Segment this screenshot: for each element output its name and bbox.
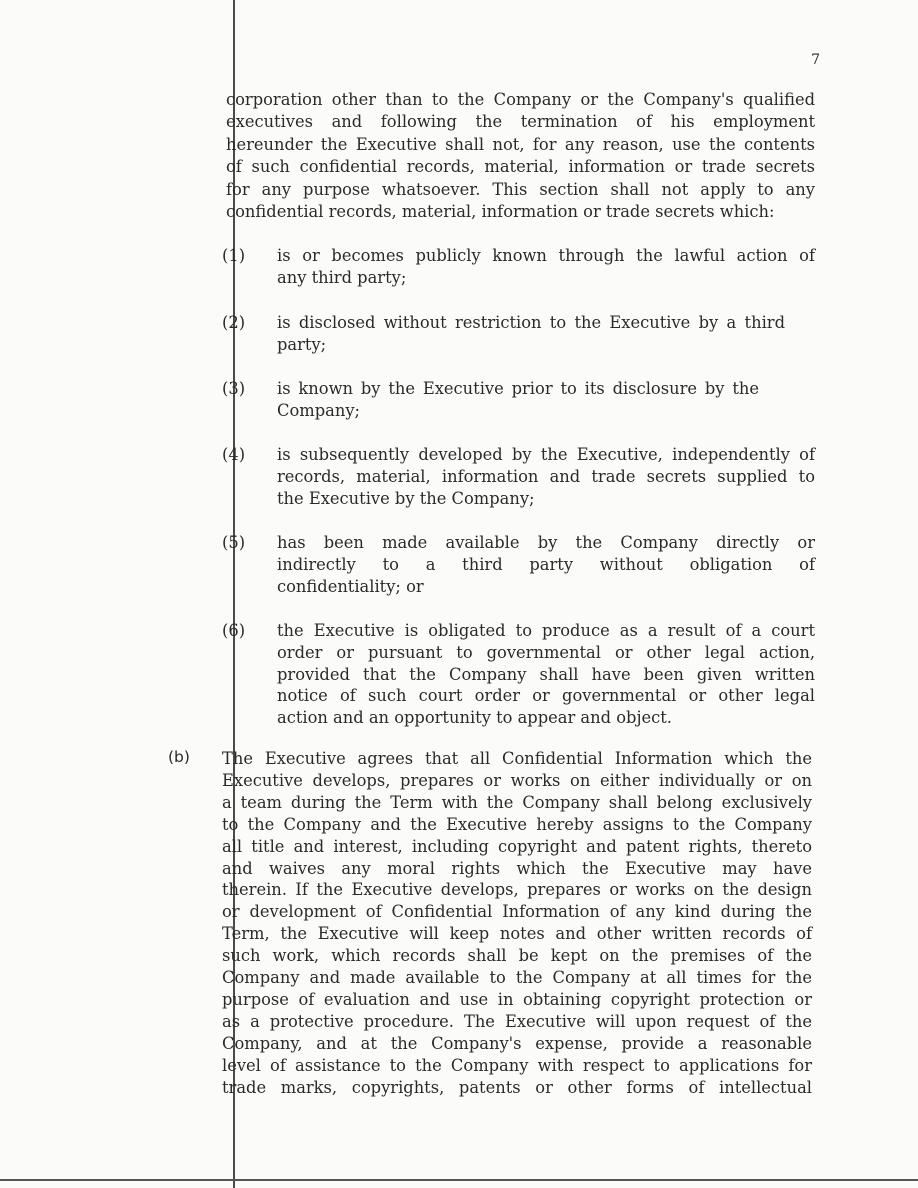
page-number: 7: [811, 52, 820, 68]
text-line: the Executive by the Company;: [277, 488, 535, 508]
text-line: executives and following the termination of his employment: [226, 112, 815, 132]
text-line: confidential records, material, information or trade secrets which:: [226, 202, 775, 222]
text-line: Company;: [277, 400, 360, 420]
text-line: Term, the Executive will keep notes and other written records of: [222, 924, 812, 944]
text-line: of such confidential records, material, information or trade secrets: [226, 157, 815, 177]
text-line: to the Company and the Executive hereby assigns to the Company: [222, 814, 812, 834]
text-line: records, material, information and trade secrets supplied to: [277, 466, 815, 486]
text-line: for any purpose whatsoever. This section shall not apply to any: [226, 179, 815, 199]
list-item-number: (3): [222, 379, 246, 398]
list-item-text: [277, 444, 815, 509]
text-line: such work, which records shall be kept on the premises of the: [222, 946, 812, 966]
text-line: all title and interest, including copyright and patent rights, thereto: [222, 836, 812, 856]
section-b-paragraph: [222, 748, 812, 1099]
list-item-number: (5): [222, 533, 246, 552]
text-line: has been made available by the Company directly or: [277, 533, 815, 552]
list-item-number: (4): [222, 445, 246, 464]
list-item-text: [277, 312, 785, 356]
list-item-number: (1): [222, 246, 246, 265]
text-line: indirectly to a third party without obligation of: [277, 554, 815, 574]
intro-paragraph: [226, 89, 815, 223]
text-line: the Executive is obligated to produce as a result of a court: [277, 621, 815, 640]
text-line: level of assistance to the Company with respect to applications for: [222, 1055, 812, 1075]
text-line: or development of Confidential Information of any kind during the: [222, 902, 812, 922]
text-line: corporation other than to the Company or the Company's qualified: [226, 90, 815, 109]
text-line: Company, and at the Company's expense, provide a reasonable: [222, 1033, 812, 1053]
text-line: provided that the Company shall have been given written: [277, 664, 815, 684]
text-line: therein. If the Executive develops, prepares or works on the design: [222, 880, 812, 900]
list-item-text: [277, 245, 815, 289]
text-line: is or becomes publicly known through the lawful action of: [277, 246, 815, 265]
text-line: action and an opportunity to appear and object.: [277, 708, 672, 728]
text-line: purpose of evaluation and use in obtaining copyright protection or: [222, 989, 812, 1009]
text-line: confidentiality; or: [277, 576, 424, 596]
list-item-text: [277, 532, 815, 597]
list-item-number: (6): [222, 621, 246, 640]
text-line: Executive develops, prepares or works on either individually or on: [222, 770, 812, 790]
text-line: hereunder the Executive shall not, for any reason, use the contents: [226, 134, 815, 154]
list-item-text: [277, 620, 815, 729]
text-line: The Executive agrees that all Confidential Information which the: [222, 749, 812, 768]
text-line: trade marks, copyrights, patents or other forms of intellectual: [222, 1077, 812, 1097]
text-line: a team during the Term with the Company shall belong exclusively: [222, 792, 812, 812]
text-line: is known by the Executive prior to its disclosure by the: [277, 379, 759, 398]
text-line: order or pursuant to governmental or other legal action,: [277, 642, 815, 662]
text-line: and waives any moral rights which the Executive may have: [222, 858, 812, 878]
text-line: any third party;: [277, 267, 407, 287]
list-item-number: (2): [222, 313, 246, 332]
text-line: as a protective procedure. The Executive will upon request of the: [222, 1011, 812, 1031]
section-label: (b): [168, 748, 190, 766]
text-line: Company and made available to the Company at all times for the: [222, 968, 812, 988]
text-line: party;: [277, 334, 327, 354]
text-line: is subsequently developed by the Executive, independently of: [277, 445, 815, 464]
list-item-text: [277, 378, 759, 422]
text-line: is disclosed without restriction to the Executive by a third: [277, 313, 785, 332]
scan-horizontal-line: [0, 1179, 918, 1181]
text-line: notice of such court order or governmental or other legal: [277, 686, 815, 706]
